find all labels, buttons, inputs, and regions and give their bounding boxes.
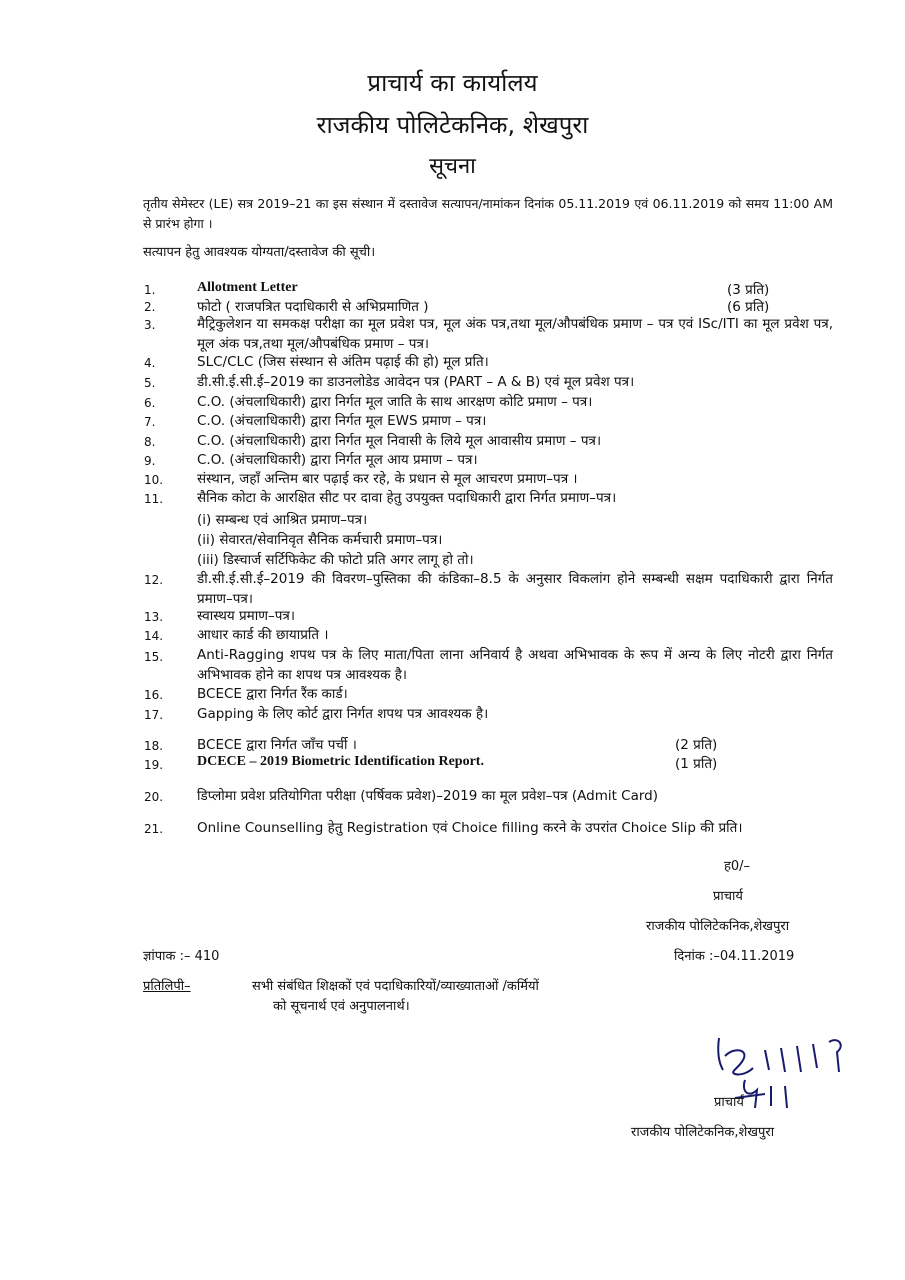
copy-line-1: सभी संबंधित शिक्षकों एवं पदाधिकारियों/व्याख्याताओं /कर्मियों xyxy=(252,979,539,994)
item-number: 4. xyxy=(144,356,156,370)
copy-label: प्रतिलिपी– xyxy=(143,979,191,994)
item-number: 18. xyxy=(144,739,164,753)
item-number: 12. xyxy=(144,573,164,587)
item-text: Anti-Ragging शपथ पत्र के लिए माता/पिता लाना अनिवार्य है अथवा अभिभावक के रूप में अन्य के लिए नोटरी द्वारा निर्गत अभिभावक होने का शपथ पत्र आवश्यक है। xyxy=(197,647,833,683)
item-number: 15. xyxy=(144,650,164,664)
sub-item: (i) सम्बन्ध एवं आश्रित प्रमाण–पत्र। xyxy=(197,512,368,528)
item-text: C.O. (अंचलाधिकारी) द्वारा निर्गत मूल निवासी के लिये मूल आवासीय प्रमाण – पत्र। xyxy=(197,433,602,449)
item-copies: (2 प्रति) xyxy=(675,737,718,753)
signoff-institute: राजकीय पोलिटेकनिक,शेखपुरा xyxy=(646,919,790,934)
item-number: 1. xyxy=(144,283,156,297)
item-number: 11. xyxy=(144,492,164,506)
item-text: C.O. (अंचलाधिकारी) द्वारा निर्गत मूल आय प्रमाण – पत्र। xyxy=(197,452,478,468)
sd-mark: ह0/– xyxy=(724,859,751,874)
item-text: सैनिक कोटा के आरक्षित सीट पर दावा हेतु उपयुक्त पदाधिकारी द्वारा निर्गत प्रमाण–पत्र। xyxy=(197,490,617,506)
item-number: 7. xyxy=(144,415,156,429)
item-text: संस्थान, जहाँ अन्तिम बार पढ़ाई कर रहे, के प्रधान से मूल आचरण प्रमाण–पत्र । xyxy=(197,471,578,487)
item-copies: (1 प्रति) xyxy=(675,756,718,772)
item-number: 5. xyxy=(144,376,156,390)
item-number: 10. xyxy=(144,473,164,487)
final-institute: राजकीय पोलिटेकनिक,शेखपुरा xyxy=(631,1125,775,1140)
item-copies: (3 प्रति) xyxy=(727,282,770,298)
item-text: स्वास्थय प्रमाण–पत्र। xyxy=(197,608,295,624)
item-number: 2. xyxy=(144,300,156,314)
notice-title: सूचना xyxy=(429,154,476,179)
item-number: 9. xyxy=(144,454,156,468)
item-text: C.O. (अंचलाधिकारी) द्वारा निर्गत मूल जाति के साथ आरक्षण कोटि प्रमाण – पत्र। xyxy=(197,394,593,410)
item-number: 21. xyxy=(144,822,164,836)
signoff-designation: प्राचार्य xyxy=(713,889,743,904)
office-title: प्राचार्य का कार्यालय xyxy=(367,69,538,97)
sub-item: (ii) सेवारत/सेवानिवृत सैनिक कर्मचारी प्रमाण–पत्र। xyxy=(197,532,443,548)
item-number: 19. xyxy=(144,758,164,772)
intro-paragraph: तृतीय सेमेस्टर (LE) सत्र 2019–21 का इस संस्थान में दस्तावेज सत्यापन/नामांकन दिनांक 05.11.2019 एवं 06.11.2019 को समय 11:00 AM से प्रारंभ होगा । xyxy=(143,196,833,231)
final-designation: प्राचार्य xyxy=(714,1095,744,1110)
item-text: SLC/CLC (जिस संस्थान से अंतिम पढ़ाई की हो) मूल प्रति। xyxy=(197,354,489,370)
item-text: Gapping के लिए कोर्ट द्वारा निर्गत शपथ पत्र आवश्यक है। xyxy=(197,706,489,722)
item-text: BCECE द्वारा निर्गत रैंक कार्ड। xyxy=(197,686,348,702)
item-copies: (6 प्रति) xyxy=(727,299,770,315)
list-heading: सत्यापन हेतु आवश्यक योग्यता/दस्तावेज की सूची। xyxy=(143,245,376,260)
item-text: C.O. (अंचलाधिकारी) द्वारा निर्गत मूल EWS प्रमाण – पत्र। xyxy=(197,413,487,429)
item-number: 14. xyxy=(144,629,164,643)
item-number: 13. xyxy=(144,610,164,624)
memo-number: ज्ञांपाक :– 410 xyxy=(143,949,220,964)
copy-line-2: को सूचनार्थ एवं अनुपालनार्थ। xyxy=(273,999,410,1014)
item-text: फोटो ( राजपत्रित पदाधिकारी से अभिप्रमाणित ) xyxy=(197,299,429,315)
sub-item: (iii) डिस्चार्ज सर्टिफिकेट की फोटो प्रति अगर लागू हो तो। xyxy=(197,552,474,568)
item-number: 3. xyxy=(144,318,156,332)
item-text: मैट्रिकुलेशन या समकक्ष परीक्षा का मूल प्रवेश पत्र, मूल अंक पत्र,तथा मूल/औपबंधिक प्रमाण – पत्र एवं ISc/ITI का मूल प्रवेश पत्र, मूल अंक पत्र,तथा मूल/औपबंधिक प्रमाण – पत्र। xyxy=(197,316,833,352)
institute-title: राजकीय पोलिटेकनिक, शेखपुरा xyxy=(316,111,589,139)
item-text: BCECE द्वारा निर्गत जाँच पर्ची । xyxy=(197,737,357,753)
item-number: 20. xyxy=(144,790,164,804)
item-text: आधार कार्ड की छायाप्रति । xyxy=(197,627,329,643)
memo-date: दिनांक :–04.11.2019 xyxy=(674,949,795,964)
item-text: DCECE – 2019 Biometric Identification Report. xyxy=(197,754,484,769)
item-number: 8. xyxy=(144,435,156,449)
item-number: 6. xyxy=(144,396,156,410)
item-text: डिप्लोमा प्रवेश प्रतियोगिता परीक्षा (पर्षिवक प्रवेश)–2019 का मूल प्रवेश–पत्र (Admit Card) xyxy=(197,788,659,804)
item-text: डी.सी.ई.सी.ई–2019 की विवरण–पुस्तिका की कंडिका–8.5 के अनुसार विकलांग होने सम्बन्धी सक्षम पदाधिकारी द्वारा निर्गत प्रमाण–पत्र। xyxy=(197,571,833,607)
item-number: 17. xyxy=(144,708,164,722)
item-text: डी.सी.ई.सी.ई–2019 का डाउनलोडेड आवेदन पत्र (PART – A & B) एवं मूल प्रवेश पत्र। xyxy=(197,374,635,390)
item-number: 16. xyxy=(144,688,164,702)
item-text: Online Counselling हेतु Registration एवं Choice filling करने के उपरांत Choice Slip की प्रति। xyxy=(197,820,743,836)
item-text: Allotment Letter xyxy=(197,280,298,295)
